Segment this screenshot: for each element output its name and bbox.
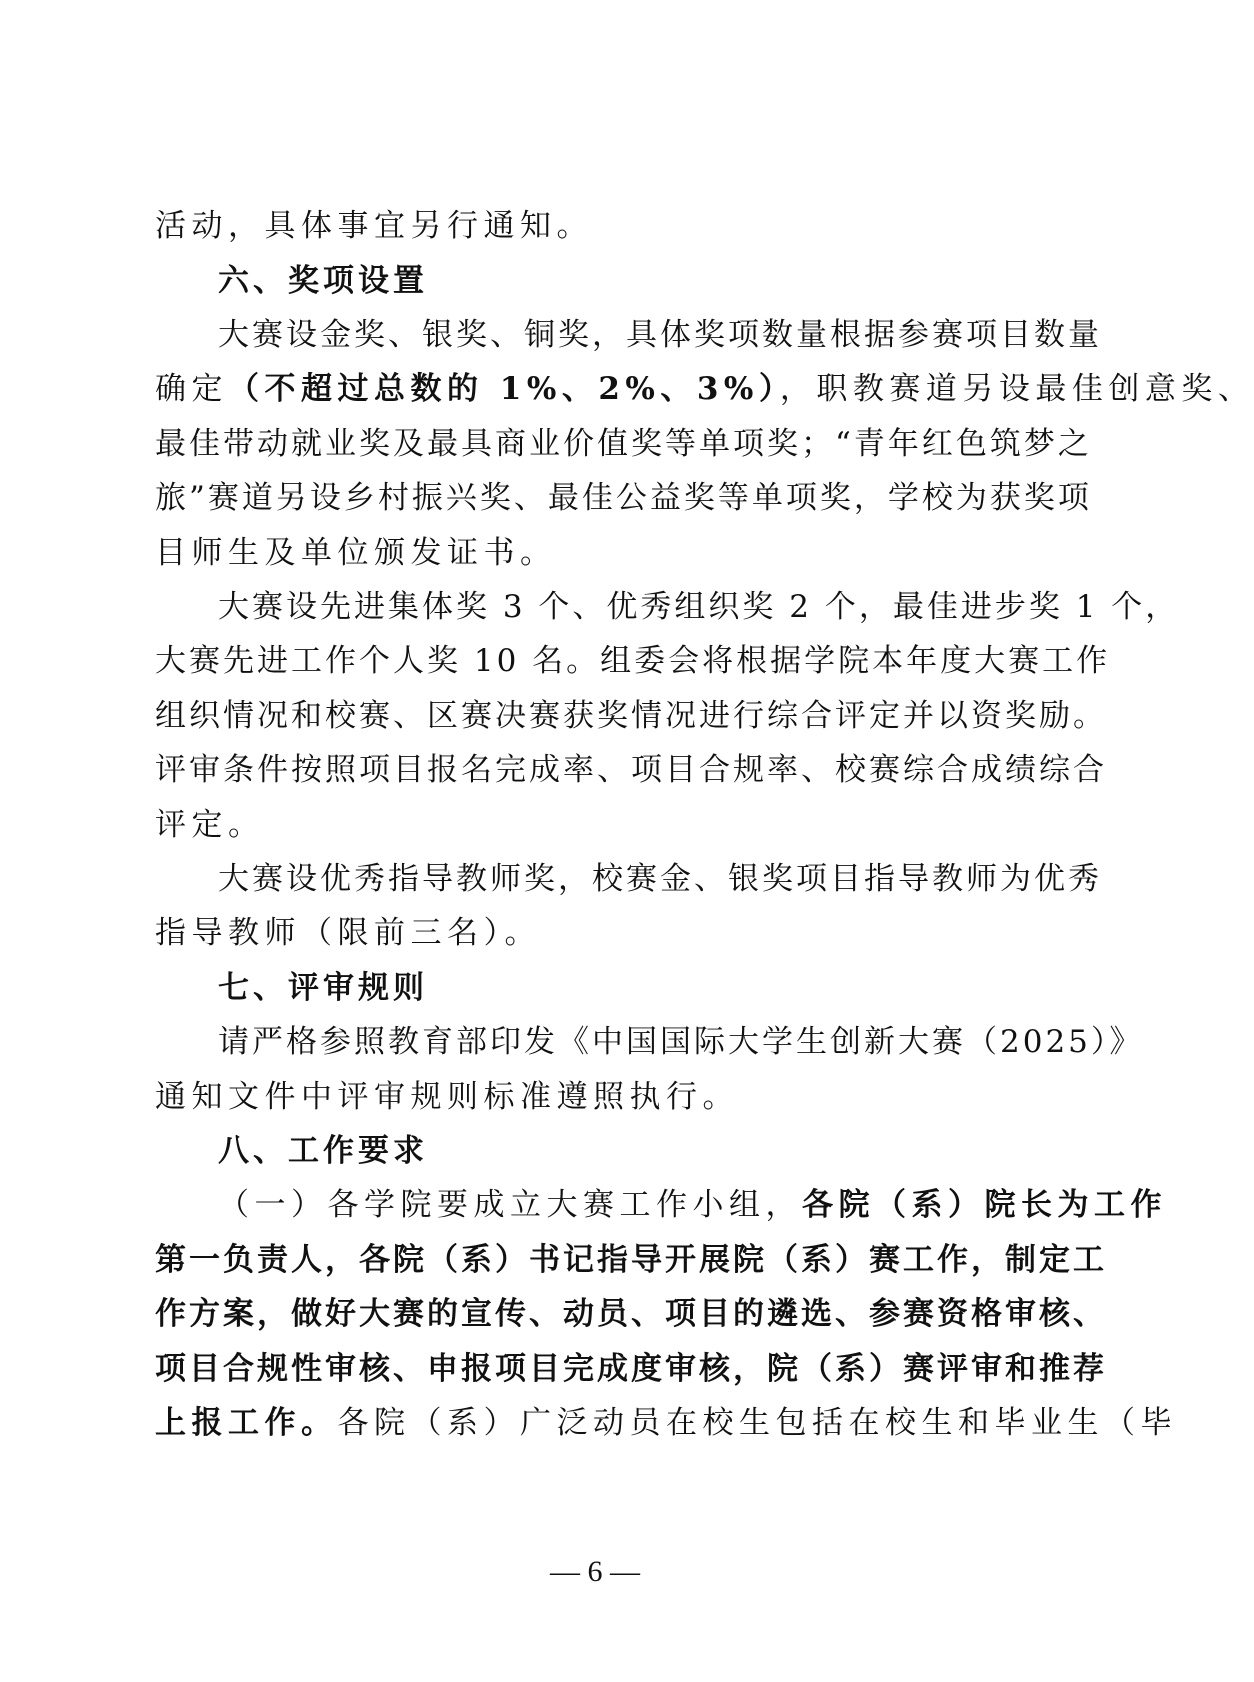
paragraph-line: 第一负责人，各院（系）书记指导开展院（系）赛工作，制定工 [155, 1242, 1107, 1278]
paragraph-line: 评审条件按照项目报名完成率、项目合规率、校赛综合成绩综合 [155, 752, 1107, 788]
paragraph-line: 大赛先进工作个人奖 10 名。组委会将根据学院本年度大赛工作 [155, 643, 1111, 679]
paragraph-line: 活动，具体事宜另行通知。 [155, 208, 593, 244]
page-number: — 6 — [550, 1555, 640, 1588]
bold-text: 各院（系）院长为工作 [802, 1187, 1167, 1223]
paragraph-line: 请严格参照教育部印发《中国国际大学生创新大赛（2025）》 [218, 1024, 1144, 1060]
paragraph-line: 旅”赛道另设乡村振兴奖、最佳公益奖等单项奖，学校为获奖项 [155, 480, 1092, 516]
section-heading-awards: 六、奖项设置 [218, 263, 428, 299]
paragraph-line: 目师生及单位颁发证书。 [155, 535, 557, 571]
paragraph-line: （一）各学院要成立大赛工作小组，各院（系）院长为工作 [218, 1187, 1167, 1223]
paragraph-line: 项目合规性审核、申报项目完成度审核，院（系）赛评审和推荐 [155, 1351, 1107, 1387]
paragraph-line: 大赛设金奖、银奖、铜奖，具体奖项数量根据参赛项目数量 [218, 317, 1102, 353]
paragraph-line: 确定（不超过总数的 1%、2%、3%），职教赛道另设最佳创意奖、 [155, 371, 1254, 407]
paragraph-line: 通知文件中评审规则标准遵照执行。 [155, 1079, 739, 1115]
bold-text: 上报工作。 [155, 1405, 338, 1441]
paragraph-line: 评定。 [155, 807, 265, 843]
paragraph-line: 大赛设优秀指导教师奖，校赛金、银奖项目指导教师为优秀 [218, 861, 1102, 897]
bold-text: （不超过总数的 1%、2%、3%） [228, 371, 780, 407]
paragraph-line: 上报工作。各院（系）广泛动员在校生包括在校生和毕业生（毕 [155, 1405, 1177, 1441]
paragraph-line: 指导教师（限前三名）。 [155, 915, 541, 951]
paragraph-line: 组织情况和校赛、区赛决赛获奖情况进行综合评定并以资奖励。 [155, 698, 1107, 734]
paragraph-line: 最佳带动就业奖及最具商业价值奖等单项奖；“青年红色筑梦之 [155, 426, 1092, 462]
section-heading-work-requirements: 八、工作要求 [218, 1133, 428, 1169]
section-heading-review-rules: 七、评审规则 [218, 970, 428, 1006]
paragraph-line: 作方案，做好大赛的宣传、动员、项目的遴选、参赛资格审核、 [155, 1296, 1107, 1332]
paragraph-line: 大赛设先进集体奖 3 个、优秀组织奖 2 个，最佳进步奖 1 个， [218, 589, 1180, 625]
